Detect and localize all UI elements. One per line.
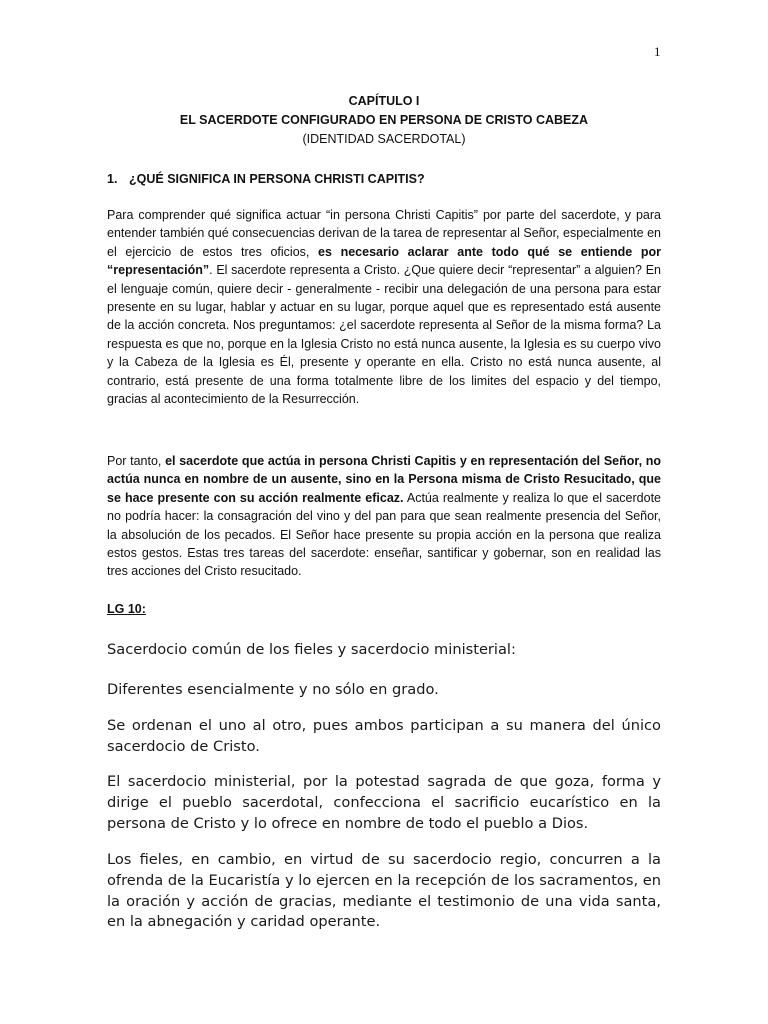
paragraph-bold-text: el sacerdote que actúa in persona Christi Capitis y en representación del Señor, no actúa nunca en nombre de un ausente, sino en la Persona misma de Cristo Resucitado, que se hace presente con su acción realmente eficaz. [107,454,661,505]
section-heading [107,170,661,189]
lg-heading: LG 10: [107,602,146,616]
lg-item: Sacerdocio común de los fieles y sacerdocio ministerial: [107,641,516,658]
paragraph-por-tanto [107,452,661,581]
lg-item: Los fieles, en cambio, en virtud de su sacerdocio regio, concurren a la ofrenda de la Eucaristía y lo ejercen en la recepción de los sacramentos, en la oración y acción de gracias, mediante el testimonio de una vida santa, en la abnegación y caridad operante. [107,851,661,931]
section-number: 1. [107,172,118,186]
chapter-title: EL SACERDOTE CONFIGURADO EN PERSONA DE CRISTO CABEZA [179,113,589,127]
lg-item: Se ordenan el uno al otro, pues ambos participan a su manera del único sacerdocio de Cristo. [107,717,661,755]
paragraph-text: Para comprender qué significa actuar “in persona Christi Capitis” por parte del sacerdote, y para entender también qué consecuencias derivan de la tarea de representar al Señor, especialmente en el ejercicio de estos tres oficios, [107,208,661,259]
paragraph-bold-text: es necesario aclarar ante todo qué se entiende por “representación” [107,244,661,278]
lg-item: Diferentes esencialmente y no sólo en grado. [107,681,439,698]
page-number: 1 [654,44,661,59]
section-title: ¿QUÉ SIGNIFICA IN PERSONA CHRISTI CAPITIS? [129,172,425,186]
chapter-label: CAPÍTULO I [348,94,420,108]
paragraph-representation [107,206,661,408]
chapter-heading [107,92,661,149]
lg-item: El sacerdocio ministerial, por la potestad sagrada de que goza, forma y dirige el pueblo sacerdotal, confecciona el sacrificio eucarístico en la persona de Cristo y lo ofrece en nombre de todo el pueblo a Dios. [107,773,661,832]
paragraph-text: Por tanto, [107,454,166,468]
paragraph-text: Actúa realmente y realiza lo que el sacerdote no podría hacer: la consagración del vino y del pan para que sean realmente presencia del Señor, la absolución de los pecados. El Señor hace presente su propia acción en la persona que realiza estos gestos. Estas tres tareas del sacerdote: enseñar, santificar y gobernar, son en realidad las tres acciones del Cristo resucitado. [107,490,661,579]
chapter-subtitle: (IDENTIDAD SACERDOTAL) [302,132,466,146]
paragraph-text: . El sacerdote representa a Cristo. ¿Que quiere decir “representar” a alguien? En el lenguaje común, quiere decir - generalmente - recibir una delegación de una persona para estar presente en su lugar, hablar y actuar en su lugar, porque aquel que es representado está ausente de la acción concreta. Nos preguntamos: ¿el sacerdote representa al Señor de la misma forma? La respuesta es que no, porque en la Iglesia Cristo no está nunca ausente, la Iglesia es su cuerpo vivo y la Cabeza de la Iglesia es Él, presente y operante en ella. Cristo no está nunca ausente, al contrario, está presente de una forma totalmente libre de los limites del espacio y del tiempo, gracias al acontecimiento de la Resurrección. [107,263,661,407]
